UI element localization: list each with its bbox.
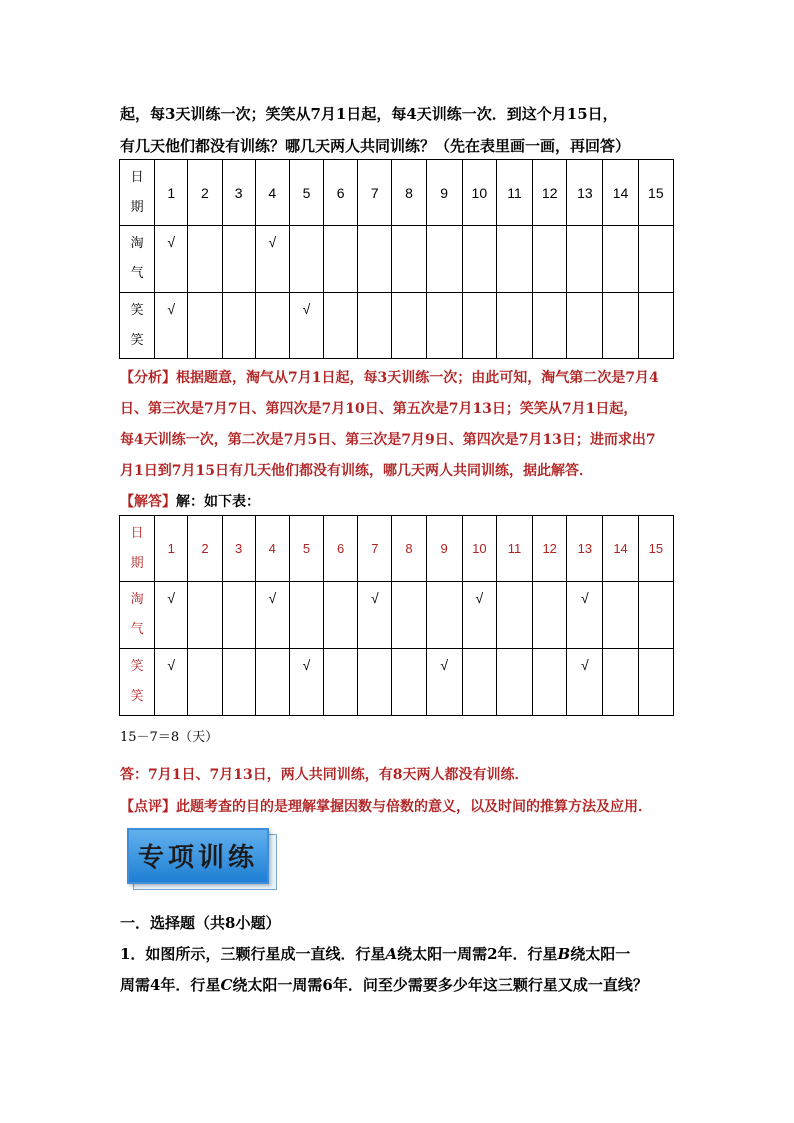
check-cell: √ (289, 649, 323, 716)
analysis-line-3: 每4天训练一次，第二次是7月5日、第三次是7月9日、第四次是7月13日；进而求出7 (120, 432, 656, 448)
day-cell: 1 (155, 516, 188, 582)
check-cell: √ (358, 582, 392, 649)
question-1-line-2: 周需4年．行星C绕太阳一周需6年．问至少需要多少年这三颗行星又成一直线？ (120, 976, 648, 994)
check-cell (638, 293, 673, 359)
row-label-taoqi: 淘 气 (120, 582, 155, 649)
day-cell: 14 (603, 160, 638, 226)
row-label-date: 日 期 (120, 160, 155, 226)
check-cell (324, 649, 358, 716)
day-cell: 13 (567, 516, 603, 582)
check-cell (567, 293, 603, 359)
check-cell: √ (155, 649, 188, 716)
day-cell: 8 (392, 160, 426, 226)
check-cell: √ (289, 293, 323, 359)
table-row-date (120, 516, 674, 582)
check-cell (567, 226, 603, 293)
check-cell (462, 293, 496, 359)
day-cell: 2 (188, 516, 222, 582)
day-cell: 9 (426, 160, 462, 226)
check-cell (462, 226, 496, 293)
check-cell (222, 582, 255, 649)
check-cell (603, 226, 638, 293)
table-row-taoqi (120, 582, 674, 649)
row-label-date: 日 期 (120, 516, 155, 582)
check-cell (392, 649, 426, 716)
check-cell (324, 226, 358, 293)
check-cell (426, 582, 462, 649)
day-cell: 12 (533, 516, 567, 582)
check-cell (324, 293, 358, 359)
day-cell: 13 (567, 160, 603, 226)
check-cell (426, 226, 462, 293)
final-answer: 答：7月1日、7月13日，两人共同训练，有8天两人都没有训练． (120, 767, 529, 783)
answer-tag: 【解答】 (120, 494, 176, 510)
check-cell (533, 226, 567, 293)
day-cell: 7 (358, 160, 392, 226)
table-row-xiaoxiao (120, 293, 674, 359)
answer-table (119, 515, 674, 716)
analysis-line-2: 日、第三次是7月7日、第四次是7月10日、第五次是7月13日；笑笑从7月1日起， (120, 401, 638, 417)
check-cell (222, 226, 255, 293)
check-cell (638, 582, 673, 649)
day-cell: 12 (533, 160, 567, 226)
day-cell: 1 (155, 160, 188, 226)
banner-title: 专项训练 (137, 843, 258, 873)
day-cell: 11 (496, 160, 532, 226)
check-cell (462, 649, 496, 716)
day-cell: 5 (289, 160, 323, 226)
answer-intro (120, 491, 260, 511)
check-cell (358, 226, 392, 293)
day-cell: 3 (222, 516, 255, 582)
check-cell (392, 293, 426, 359)
check-cell (188, 226, 222, 293)
check-cell (496, 649, 532, 716)
check-cell (533, 582, 567, 649)
problem-line-2: 有几天他们都没有训练？哪几天两人共同训练？（先在表里画一画，再回答） (120, 137, 631, 155)
day-cell: 6 (324, 516, 358, 582)
check-cell: √ (155, 226, 188, 293)
check-cell (426, 293, 462, 359)
day-cell: 10 (462, 160, 496, 226)
check-cell (255, 293, 289, 359)
row-label-xiaoxiao: 笑 笑 (120, 293, 155, 359)
check-cell (222, 649, 255, 716)
check-cell (255, 649, 289, 716)
row-label-taoqi: 淘 气 (120, 226, 155, 293)
day-cell: 15 (638, 160, 673, 226)
check-cell (392, 582, 426, 649)
day-cell: 3 (222, 160, 255, 226)
check-cell: √ (567, 649, 603, 716)
check-cell (358, 293, 392, 359)
check-cell (603, 649, 638, 716)
check-cell (324, 582, 358, 649)
question-1-line-1: 1．如图所示，三颗行星成一直线．行星A绕太阳一周需2年．行星B绕太阳一 (120, 945, 631, 963)
day-cell: 8 (392, 516, 426, 582)
check-cell: √ (155, 582, 188, 649)
check-cell: √ (426, 649, 462, 716)
check-cell (188, 582, 222, 649)
check-cell (222, 293, 255, 359)
day-cell: 5 (289, 516, 323, 582)
check-cell: √ (567, 582, 603, 649)
check-cell (533, 649, 567, 716)
day-cell: 9 (426, 516, 462, 582)
day-cell: 4 (255, 516, 289, 582)
check-cell (188, 649, 222, 716)
check-cell (638, 649, 673, 716)
day-cell: 14 (603, 516, 638, 582)
day-cell: 15 (638, 516, 673, 582)
row-label-xiaoxiao: 笑 笑 (120, 649, 155, 716)
table-row-date (120, 160, 674, 226)
analysis-line-1: 【分析】根据题意，淘气从7月1日起，每3天训练一次；由此可知，淘气第二次是7月4 (120, 370, 659, 386)
answer-intro-text: 解：如下表： (176, 494, 260, 510)
check-cell (289, 582, 323, 649)
day-cell: 11 (496, 516, 532, 582)
check-cell: √ (155, 293, 188, 359)
check-cell (533, 293, 567, 359)
check-cell (496, 582, 532, 649)
section-heading: 一．选择题（共8小题） (120, 914, 281, 932)
check-cell (496, 226, 532, 293)
check-cell (188, 293, 222, 359)
check-cell: √ (255, 226, 289, 293)
day-cell: 10 (462, 516, 496, 582)
check-cell: √ (462, 582, 496, 649)
check-cell (638, 226, 673, 293)
comment: 【点评】此题考查的目的是理解掌握因数与倍数的意义，以及时间的推算方法及应用． (120, 799, 652, 815)
check-cell (603, 293, 638, 359)
check-cell (496, 293, 532, 359)
day-cell: 4 (255, 160, 289, 226)
calculation: 15－7＝8（天） (120, 730, 219, 745)
check-cell (358, 649, 392, 716)
day-cell: 7 (358, 516, 392, 582)
table-row-xiaoxiao (120, 649, 674, 716)
analysis-line-4: 月1日到7月15日有几天他们都没有训练，哪几天两人共同训练，据此解答． (120, 463, 593, 479)
day-cell: 2 (188, 160, 222, 226)
check-cell (289, 226, 323, 293)
table-row-taoqi (120, 226, 674, 293)
section-banner (127, 828, 277, 890)
check-cell: √ (255, 582, 289, 649)
day-cell: 6 (324, 160, 358, 226)
question-table (119, 159, 674, 359)
problem-line-1: 起，每3天训练一次；笑笑从7月1日起，每4天训练一次．到这个月15日， (120, 105, 618, 123)
check-cell (603, 582, 638, 649)
check-cell (392, 226, 426, 293)
